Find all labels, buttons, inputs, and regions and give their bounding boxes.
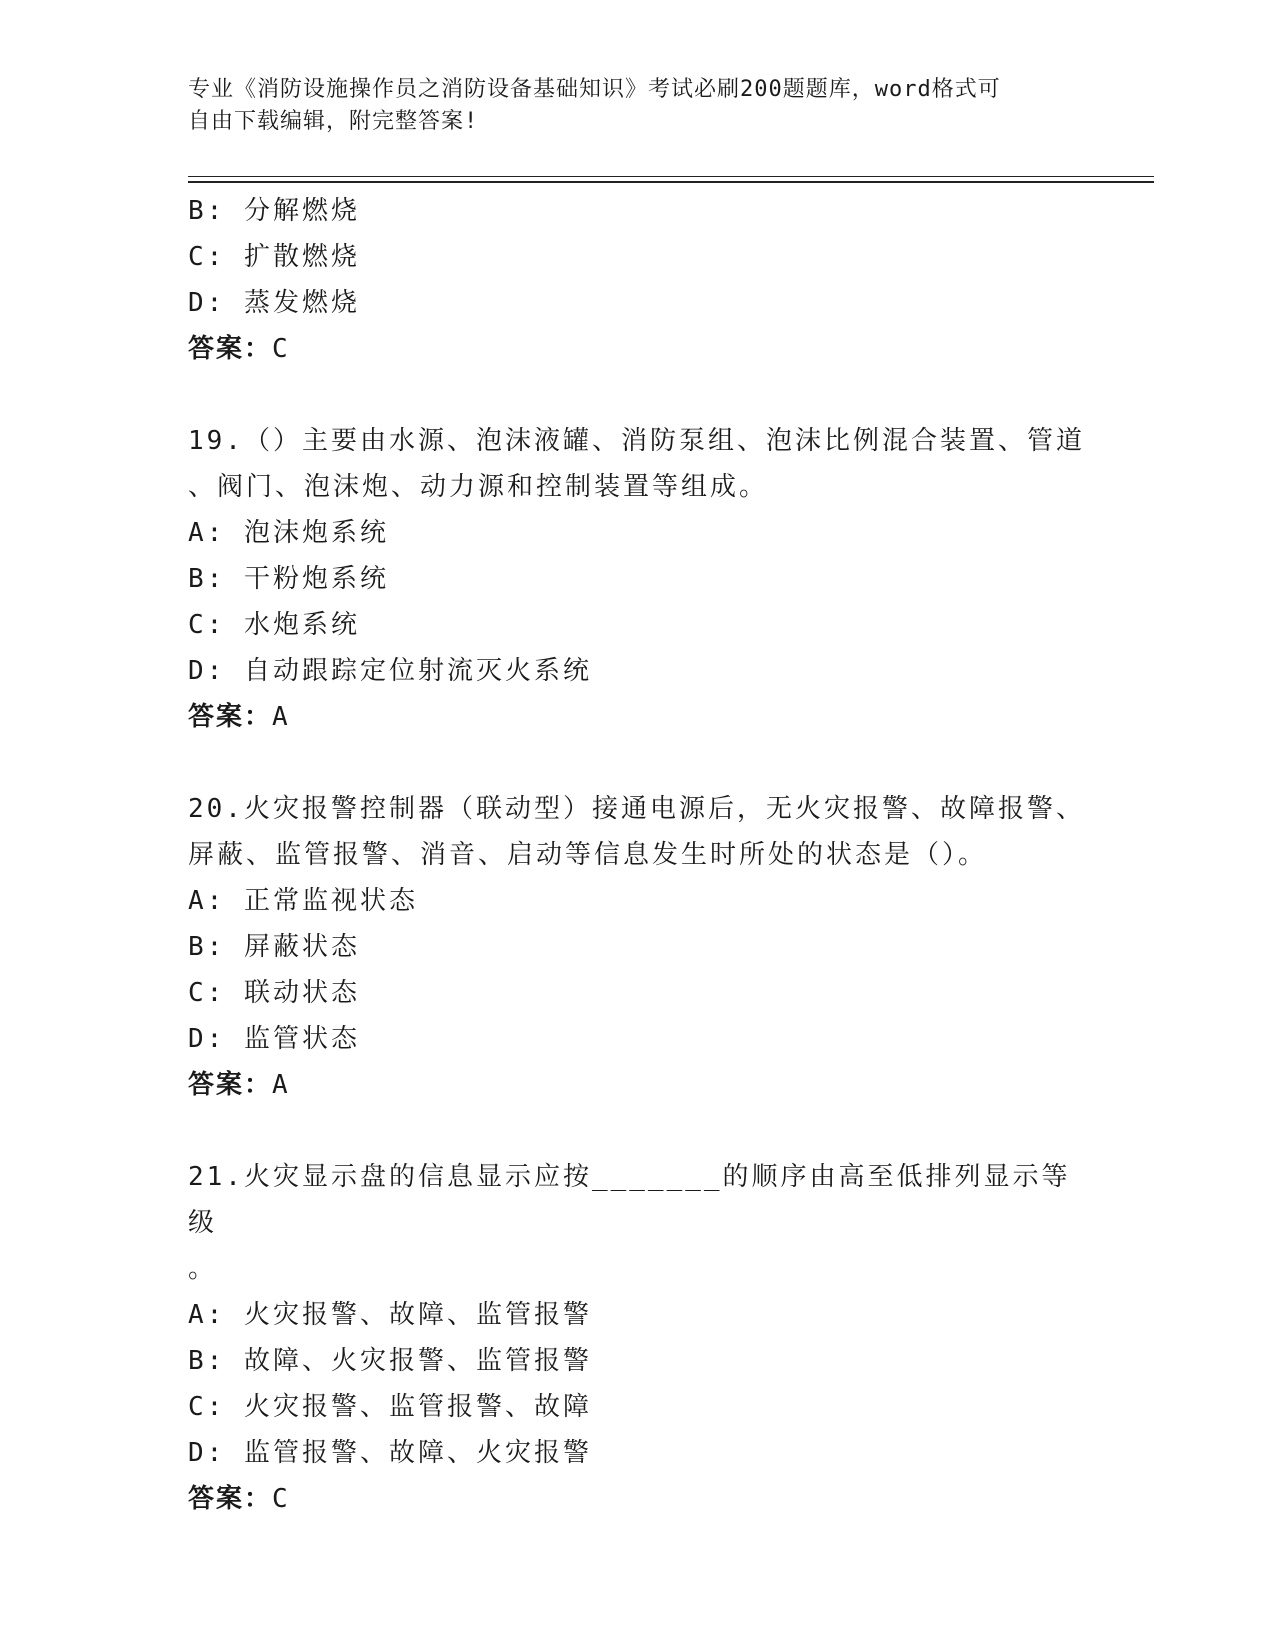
option-label: C: — [188, 978, 226, 1008]
option-text: 扩散燃烧 — [243, 242, 360, 272]
header-divider-thick — [188, 181, 1154, 183]
option-c — [188, 234, 1088, 280]
answer-line — [188, 326, 1088, 372]
option-label: D: — [188, 1024, 226, 1054]
question-block-19 — [188, 418, 1088, 740]
answer-value: C — [272, 334, 289, 364]
option-b — [188, 556, 1088, 602]
option-text: 正常监视状态 — [243, 886, 418, 916]
option-label: B: — [188, 196, 226, 226]
option-text: 泡沫炮系统 — [243, 518, 389, 548]
question-stem-line-2: 、阀门、泡沫炮、动力源和控制装置等组成。 — [188, 472, 769, 502]
header-divider-thin — [188, 176, 1154, 177]
header-line-2: 自由下载编辑，附完整答案! — [188, 109, 479, 134]
option-a — [188, 1292, 1088, 1338]
answer-label: 答案： — [188, 1070, 273, 1100]
option-d — [188, 648, 1088, 694]
option-label: C: — [188, 610, 226, 640]
option-a — [188, 878, 1088, 924]
option-label: B: — [188, 932, 226, 962]
question-stem-line-2: 。 — [188, 1254, 218, 1284]
option-a — [188, 510, 1088, 556]
answer-label: 答案： — [188, 1484, 273, 1514]
option-c — [188, 1384, 1088, 1430]
option-text: 监管报警、故障、火灾报警 — [243, 1438, 592, 1468]
answer-value: C — [272, 1484, 289, 1514]
header-line-1: 专业《消防设施操作员之消防设备基础知识》考试必刷200题题库，word格式可 — [188, 77, 1001, 102]
option-label: D: — [188, 656, 226, 686]
question-stem-line-1: 19.（）主要由水源、泡沫液罐、消防泵组、泡沫比例混合装置、管道 — [188, 426, 1085, 456]
question-block-prev — [188, 188, 1088, 372]
question-block-21 — [188, 1154, 1088, 1522]
option-b — [188, 188, 1088, 234]
document-header — [188, 74, 1068, 138]
option-label: A: — [188, 886, 226, 916]
option-text: 蒸发燃烧 — [243, 288, 360, 318]
option-label: A: — [188, 518, 226, 548]
answer-line — [188, 1062, 1088, 1108]
question-stem-line-1: 20.火灾报警控制器（联动型）接通电源后，无火灾报警、故障报警、 — [188, 794, 1085, 824]
option-text: 水炮系统 — [243, 610, 360, 640]
question-gap — [188, 372, 1088, 418]
answer-label: 答案： — [188, 702, 273, 732]
option-label: D: — [188, 288, 226, 318]
option-text: 监管状态 — [243, 1024, 360, 1054]
option-text: 故障、火灾报警、监管报警 — [243, 1346, 592, 1376]
option-label: C: — [188, 1392, 226, 1422]
answer-line — [188, 1476, 1088, 1522]
option-text: 干粉炮系统 — [243, 564, 389, 594]
option-d — [188, 1016, 1088, 1062]
answer-line — [188, 694, 1088, 740]
option-b — [188, 924, 1088, 970]
option-b — [188, 1338, 1088, 1384]
question-stem — [188, 786, 1088, 878]
option-text: 分解燃烧 — [243, 196, 360, 226]
option-label: A: — [188, 1300, 226, 1330]
question-stem-line-1: 21.火灾显示盘的信息显示应按_______的顺序由高至低排列显示等级 — [188, 1162, 1071, 1238]
option-label: D: — [188, 1438, 226, 1468]
option-text: 火灾报警、故障、监管报警 — [243, 1300, 592, 1330]
option-d — [188, 1430, 1088, 1476]
option-c — [188, 602, 1088, 648]
option-d — [188, 280, 1088, 326]
option-text: 联动状态 — [243, 978, 360, 1008]
option-text: 屏蔽状态 — [243, 932, 360, 962]
question-block-20 — [188, 786, 1088, 1108]
question-gap — [188, 1108, 1088, 1154]
question-stem — [188, 1154, 1088, 1292]
question-stem-line-2: 屏蔽、监管报警、消音、启动等信息发生时所处的状态是（）。 — [188, 840, 988, 870]
option-label: B: — [188, 1346, 226, 1376]
option-text: 自动跟踪定位射流灭火系统 — [243, 656, 592, 686]
answer-label: 答案： — [188, 334, 273, 364]
option-c — [188, 970, 1088, 1016]
answer-value: A — [272, 1070, 289, 1100]
option-text: 火灾报警、监管报警、故障 — [243, 1392, 592, 1422]
question-stem — [188, 418, 1088, 510]
question-gap — [188, 740, 1088, 786]
question-list — [188, 188, 1088, 1522]
option-label: C: — [188, 242, 226, 272]
answer-value: A — [272, 702, 289, 732]
option-label: B: — [188, 564, 226, 594]
